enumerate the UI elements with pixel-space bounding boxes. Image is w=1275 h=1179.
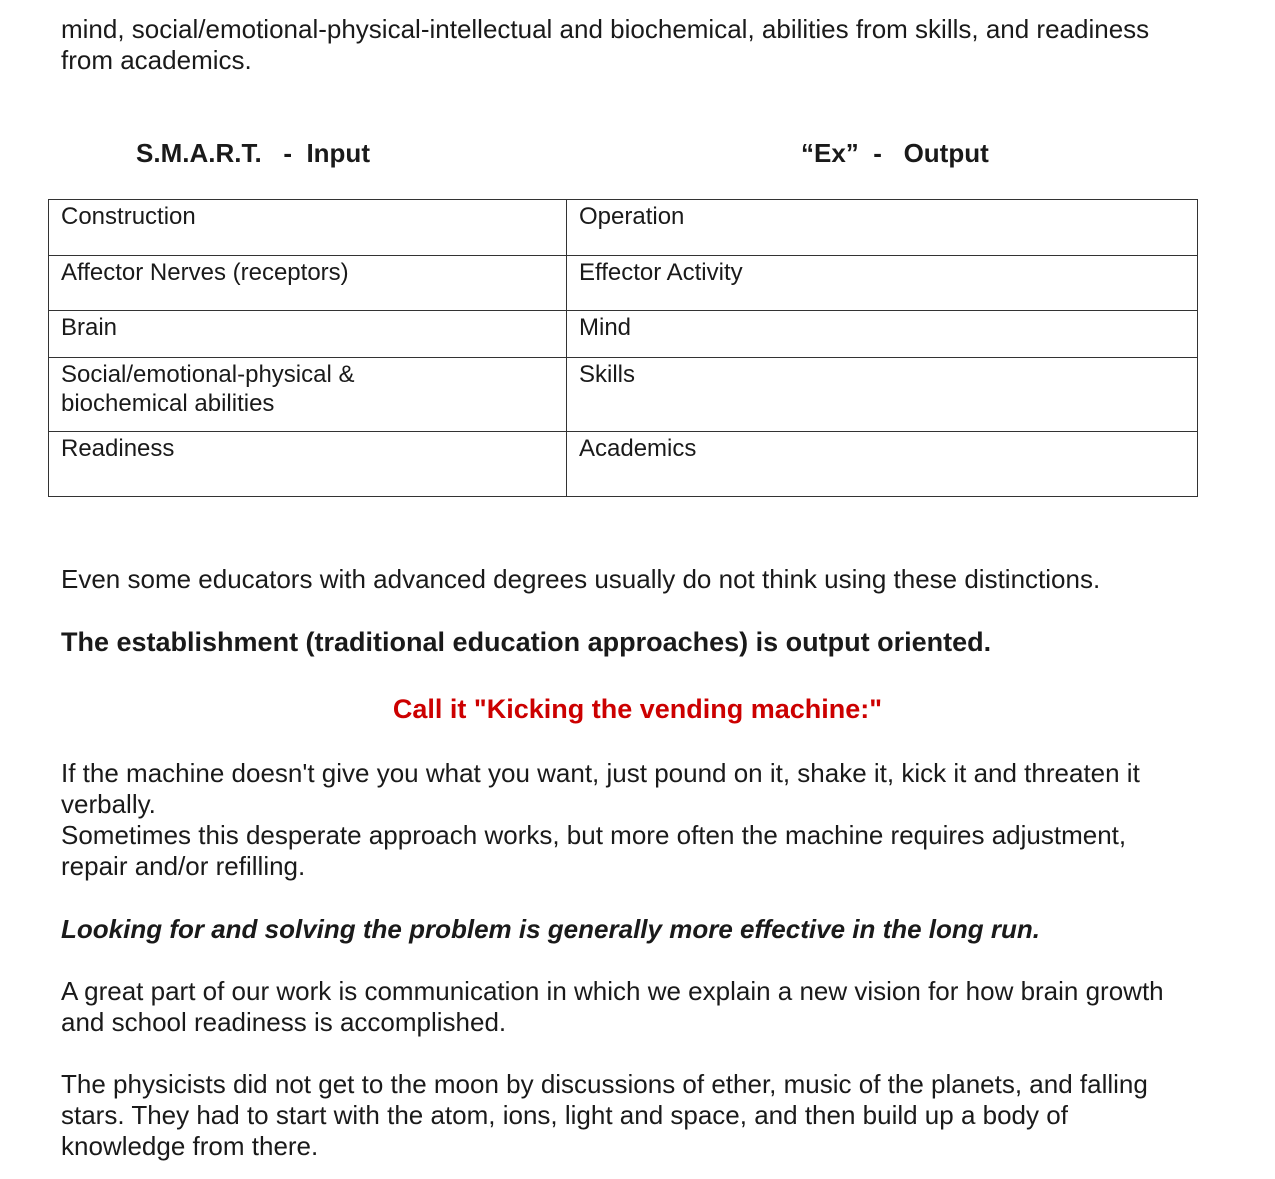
input-cell: Affector Nerves (receptors): [49, 256, 567, 311]
input-cell-line: biochemical abilities: [61, 390, 275, 417]
input-cell: Construction: [49, 200, 567, 256]
input-heading: S.M.A.R.T. - Input: [136, 138, 370, 168]
machine-line: Sometimes this desperate approach works, but more often the machine requires adjustment,: [61, 820, 1127, 850]
intro-paragraph: [61, 14, 1221, 76]
physicists-line: knowledge from there.: [61, 1131, 319, 1161]
output-cell: Operation: [567, 200, 1198, 256]
table-row: [49, 311, 1198, 358]
table-row: [49, 358, 1198, 432]
intro-line: from academics.: [61, 45, 252, 75]
intro-line: mind, social/emotional-physical-intellectual and biochemical, abilities from skills, and readiness: [61, 14, 1150, 44]
comparison-headings: [0, 138, 1275, 170]
educators-paragraph: Even some educators with advanced degrees usually do not think using these distinctions.: [61, 564, 1101, 594]
output-cell: Academics: [567, 432, 1198, 497]
communication-paragraph: [61, 976, 1221, 1038]
machine-paragraph: [61, 758, 1221, 882]
output-heading: “Ex” - Output: [801, 138, 989, 168]
machine-line: repair and/or refilling.: [61, 851, 306, 881]
physicists-line: stars. They had to start with the atom, ions, light and space, and then build up a body of: [61, 1100, 1068, 1130]
physicists-paragraph: [61, 1069, 1221, 1162]
output-cell: Effector Activity: [567, 256, 1198, 311]
establishment-statement: The establishment (traditional education approaches) is output oriented.: [61, 627, 992, 657]
machine-line: verbally.: [61, 789, 156, 819]
input-cell: Brain: [49, 311, 567, 358]
looking-statement: Looking for and solving the problem is generally more effective in the long run.: [61, 914, 1040, 944]
input-cell: [49, 358, 567, 432]
table-row: [49, 432, 1198, 497]
vending-machine-callout: Call it "Kicking the vending machine:": [392, 694, 883, 724]
physicists-line: The physicists did not get to the moon by discussions of ether, music of the planets, and falling: [61, 1069, 1148, 1099]
output-cell: Mind: [567, 311, 1198, 358]
table-row: [49, 200, 1198, 256]
table-row: [49, 256, 1198, 311]
communication-line: and school readiness is accomplished.: [61, 1007, 507, 1037]
input-cell-line: Social/emotional-physical &: [61, 361, 355, 388]
communication-line: A great part of our work is communication in which we explain a new vision for how brain growth: [61, 976, 1164, 1006]
output-cell: Skills: [567, 358, 1198, 432]
machine-line: If the machine doesn't give you what you want, just pound on it, shake it, kick it and threaten it: [61, 758, 1140, 788]
input-output-table: [48, 199, 1198, 497]
input-cell: Readiness: [49, 432, 567, 497]
